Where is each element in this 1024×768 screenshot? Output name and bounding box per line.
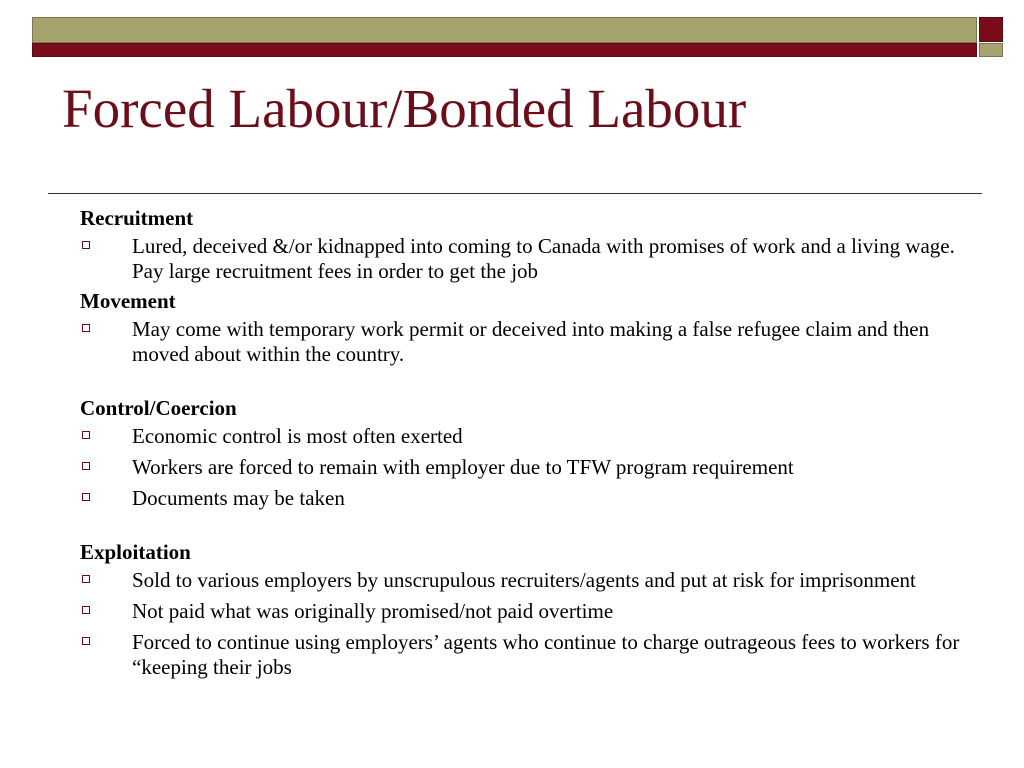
- header-bar-maroon: [32, 43, 977, 57]
- square-bullet-icon: [82, 324, 90, 332]
- header-bar-olive: [32, 17, 977, 43]
- square-bullet-icon: [82, 431, 90, 439]
- bullet-text: May come with temporary work permit or deceived into making a false refugee claim and then moved about within the country.: [132, 317, 930, 366]
- bullet-item: [80, 317, 960, 367]
- bullet-item: [80, 599, 960, 624]
- square-bullet-icon: [82, 606, 90, 614]
- bullet-item: [80, 455, 960, 480]
- bullet-text: Lured, deceived &/or kidnapped into coming to Canada with promises of work and a living wage. Pay large recruitment fees in order to get the job: [132, 234, 955, 283]
- slide-title: Forced Labour/Bonded Labour: [62, 78, 747, 139]
- square-bullet-icon: [82, 637, 90, 645]
- square-bullet-icon: [82, 575, 90, 583]
- header-square-maroon: [979, 17, 1003, 42]
- bullet-item: [80, 234, 960, 284]
- bullet-text: Forced to continue using employers’ agents who continue to charge outrageous fees to workers for “keeping their jobs: [132, 630, 960, 679]
- section-heading-exploitation: Exploitation: [80, 540, 191, 564]
- section-heading-control-coercion: Control/Coercion: [80, 396, 237, 420]
- bullet-text: Economic control is most often exerted: [132, 424, 463, 448]
- section-heading-recruitment: Recruitment: [80, 206, 194, 230]
- header-square-olive: [979, 43, 1003, 57]
- bullet-text: Workers are forced to remain with employer due to TFW program requirement: [132, 455, 794, 479]
- bullet-text: Documents may be taken: [132, 486, 345, 510]
- square-bullet-icon: [82, 241, 90, 249]
- square-bullet-icon: [82, 462, 90, 470]
- title-divider: [48, 193, 982, 194]
- section-heading-movement: Movement: [80, 289, 176, 313]
- bullet-text: Not paid what was originally promised/not paid overtime: [132, 599, 614, 623]
- bullet-item: [80, 568, 960, 593]
- bullet-text: Sold to various employers by unscrupulous recruiters/agents and put at risk for imprisonment: [132, 568, 916, 592]
- square-bullet-icon: [82, 493, 90, 501]
- bullet-item: [80, 630, 960, 680]
- bullet-item: [80, 424, 960, 449]
- slide-content: [80, 201, 960, 680]
- bullet-item: [80, 486, 960, 511]
